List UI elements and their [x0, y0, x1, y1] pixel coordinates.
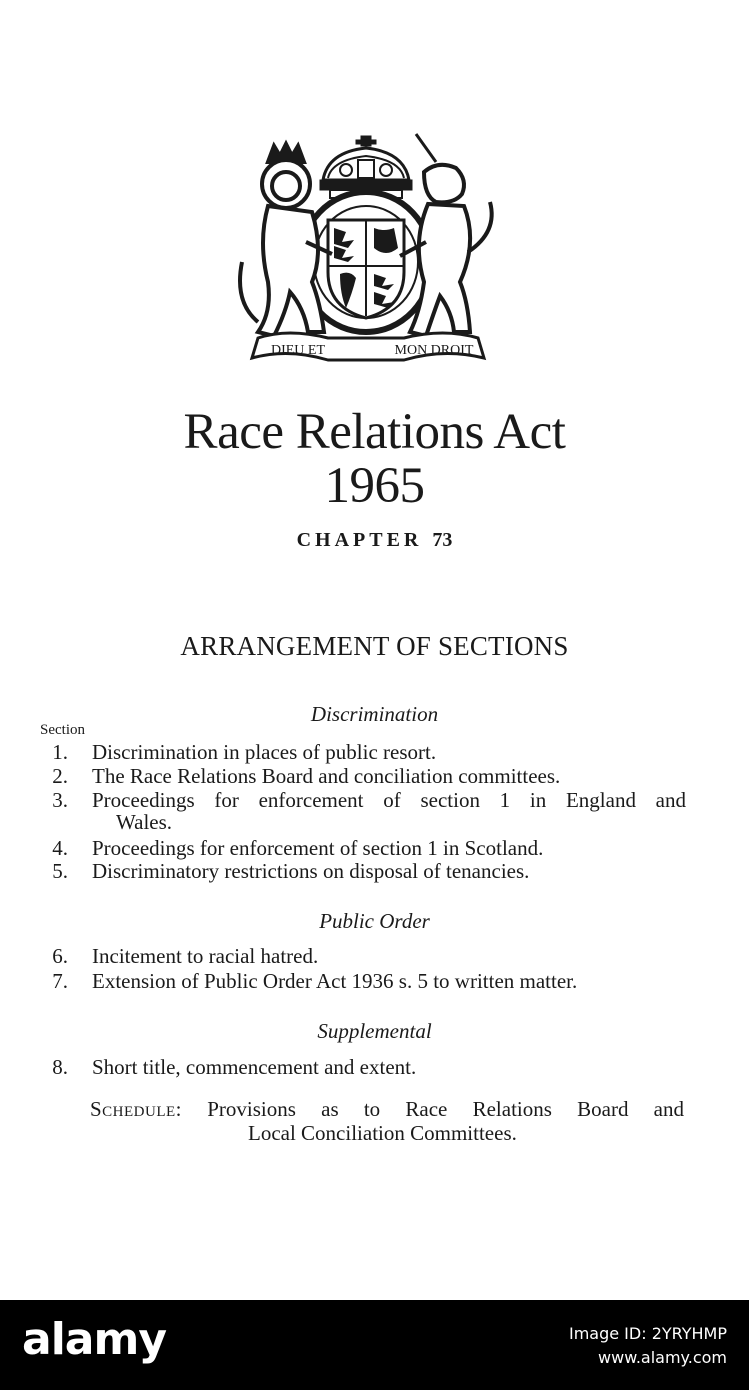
chapter-label: CHAPTER — [296, 529, 423, 551]
royal-coat-of-arms-icon — [228, 132, 504, 372]
item-text: Short title, commencement and extent. — [92, 1055, 417, 1079]
part-heading-supplemental: Supplemental — [317, 1019, 432, 1043]
item-text: Discrimination in places of public resort. — [92, 740, 437, 764]
item-text: Incitement to racial hatred. — [92, 944, 319, 968]
item-text: Proceedings for enforcement of section 1 in England and — [92, 788, 686, 812]
item-number: 3. — [52, 788, 68, 812]
act-title: Race Relations Act — [183, 404, 566, 460]
part-heading-public-order: Public Order — [319, 909, 430, 933]
item-text: Discriminatory restrictions on disposal of tenancies. — [92, 859, 530, 883]
chapter-number: 73 — [432, 529, 453, 551]
item-text-continuation: Wales. — [116, 810, 173, 834]
svg-text:MON DROIT: MON DROIT — [394, 343, 474, 358]
item-text: Extension of Public Order Act 1936 s. 5 to written matter. — [92, 969, 578, 993]
item-number: 7. — [52, 969, 68, 993]
alamy-logo: alamy — [22, 1314, 166, 1365]
svg-text:DIEU ET: DIEU ET — [270, 343, 326, 358]
schedule-text-line2: Local Conciliation Committees. — [248, 1121, 517, 1145]
act-year: 1965 — [324, 458, 425, 514]
schedule-text-line1: Provisions as to Race Relations Board and — [207, 1097, 684, 1121]
arrangement-heading: ARRANGEMENT OF SECTIONS — [180, 631, 569, 661]
item-number: 5. — [52, 859, 68, 883]
watermark-footer — [0, 1300, 749, 1390]
site-url: www.alamy.com — [598, 1348, 727, 1367]
item-number: 6. — [52, 944, 68, 968]
chapter-heading — [0, 529, 749, 552]
item-text: The Race Relations Board and conciliation committees. — [92, 764, 561, 788]
item-number: 4. — [52, 836, 68, 860]
item-number: 8. — [52, 1055, 68, 1079]
item-number: 2. — [52, 764, 68, 788]
part-heading-discrimination: Discrimination — [310, 702, 439, 726]
item-number: 1. — [52, 740, 68, 764]
schedule-entry — [90, 1097, 684, 1145]
schedule-label: Schedule: — [90, 1097, 183, 1121]
item-text: Proceedings for enforcement of section 1 in Scotland. — [92, 836, 544, 860]
image-id: Image ID: 2YRYHMP — [568, 1324, 727, 1343]
section-column-label: Section — [40, 722, 85, 738]
